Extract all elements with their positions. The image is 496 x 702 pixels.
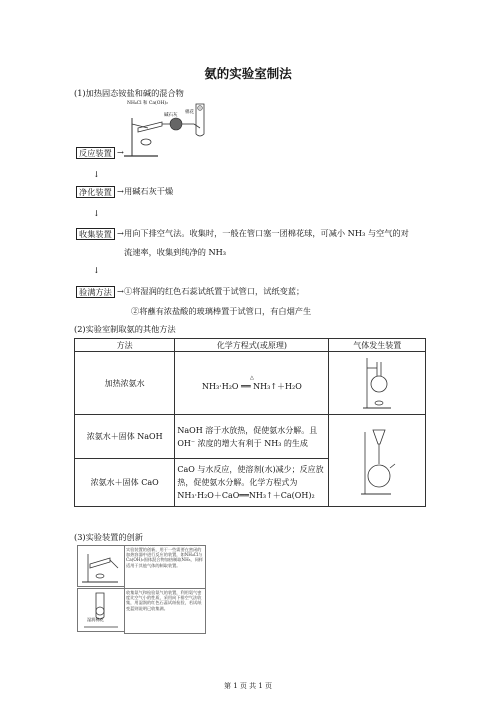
flow-arrow-4: → (117, 286, 124, 296)
method-cell: 加热浓氨水 (75, 352, 175, 415)
principle-equation: NH₃·H₂O ══ NH₃↑＋H₂O (201, 381, 302, 391)
principle-cell (175, 352, 329, 415)
flow-arrow-1: → (117, 147, 124, 157)
reagent-label: NH₄Cl 和 Ca(OH)₂ (127, 101, 168, 106)
method-cell: 浓氨水＋固体 CaO (75, 459, 175, 507)
moist-cotton-label: 湿润棉花 (87, 617, 104, 622)
ammonia-apparatus-figure (118, 98, 210, 160)
section-2-heading: (2)实验室制取氨的其他方法 (74, 324, 176, 334)
flow-arrow-3: → (117, 228, 124, 238)
flow-purify-box: 净化装置 (76, 186, 115, 198)
flow-collect-box: 收集装置 (76, 228, 115, 240)
method-cell: 浓氨水＋固体 NaOH (75, 415, 175, 459)
principle-cell: NaOH 溶于水放热，促使氨水分解。且 OH⁻ 浓度的增大有利于 NH₃ 的生成 (175, 415, 329, 459)
flow-collect-desc: 用向下排空气法。收集时，一般在管口塞一团棉花球，可减小 NH₃ 与空气的对 (124, 228, 409, 238)
flow-check-desc: ①将湿润的红色石蕊试纸置于试管口，试纸变蓝； (124, 286, 305, 296)
heat-condition: △ (249, 374, 254, 381)
innovation-text-1: 实验装置的创新，用于一些需要在密闭的加热容器中进行反应的装置，如NH₄Cl与Ca(OH)₂固体混合物加热制取NH₃，同样适用于其他气体的制取装置。 (124, 545, 206, 589)
table-row (75, 352, 426, 415)
principle-cell: CaO 与水反应，使溶剂(水)减少；反应放热，促使氨水分解。化学方程式为 NH₃·H₂O＋CaO══NH₃↑＋Ca(OH)₂ (175, 459, 329, 507)
flow-reaction-box: 反应装置 (76, 147, 115, 159)
flow-check-box: 验满方法 (76, 286, 115, 298)
table-header-apparatus: 气体发生装置 (329, 339, 426, 352)
funnel-flask-icon (357, 424, 397, 496)
innovation-figure-2 (77, 588, 125, 632)
flow-arrow-2: → (117, 186, 124, 196)
flow-check-desc-2: ②将蘸有浓盐酸的玻璃棒置于试管口，有白烟产生 (131, 306, 312, 316)
flask-heating-icon (357, 354, 397, 410)
collection-apparatus-icon (78, 589, 124, 631)
section-3-heading: (3)实验装置的创新 (74, 532, 143, 542)
innovation-text-2: 收集氨气和检验氨气的装置，利用氨气密度比空气小的性质，采用向下排空气法收集，用湿润的红色石蕊试纸检验，若试纸变蓝则说明已收集满。 (124, 588, 206, 634)
page-title: 氨的实验室制法 (204, 66, 292, 81)
down-arrow-2: ↓ (93, 208, 100, 218)
table-header-row (75, 339, 426, 352)
innovation-figure-1 (77, 545, 125, 587)
table-header-principle: 化学方程式(或原理) (175, 339, 329, 352)
down-arrow-1: ↓ (93, 169, 100, 179)
flow-purify-desc: 用碱石灰干燥 (124, 186, 174, 196)
apparatus-cell (329, 415, 426, 507)
soda-lime-label: 碱石灰 (164, 113, 178, 118)
table-row (75, 415, 426, 459)
table-header-method: 方法 (75, 339, 175, 352)
section-1-heading: (1)加热固态铵盐和碱的混合物 (74, 88, 184, 98)
down-arrow-3: ↓ (93, 265, 100, 275)
flow-collect-desc-2: 流速率，收集到纯净的 NH₃ (124, 247, 227, 257)
closed-heating-apparatus-icon (78, 546, 124, 586)
methods-table (74, 338, 426, 507)
page-footer: 第 1 页 共 1 页 (223, 682, 273, 690)
cotton-label: 棉花 (185, 110, 194, 115)
apparatus-cell (329, 352, 426, 415)
